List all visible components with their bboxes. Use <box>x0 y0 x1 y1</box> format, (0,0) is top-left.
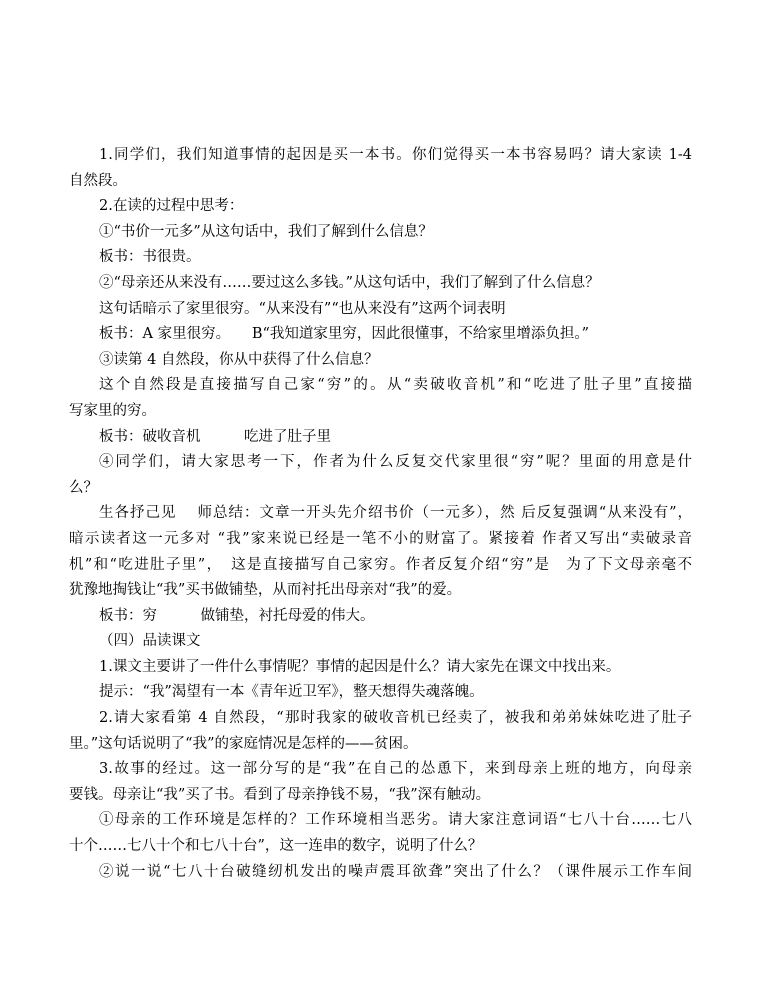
text-line: ④同学们，请大家思考一下，作者为什么反复交代家里很“穷”呢？里面的用意是什 <box>99 454 692 471</box>
text-line: 板书：破收音机 吃进了肚子里 <box>99 428 331 445</box>
text-line: ③读第 4 自然段，你从中获得了什么信息？ <box>99 351 379 368</box>
text-line: 生各抒己见 师总结：文章一开头先介绍书价（一元多），然 后反复强调“从来没有”， <box>99 505 692 522</box>
text-line: ②说一说“七八十台破缝纫机发出的噪声震耳欲聋”突出了什么？（课件展示工作车间 <box>99 863 692 880</box>
text-line: 3.故事的经过。这一部分写的是“我”在自己的怂恿下，来到母亲上班的地方，向母亲 <box>99 761 692 778</box>
text-line: 2.在读的过程中思考： <box>99 198 244 215</box>
text-line: 板书：书很贵。 <box>99 249 201 266</box>
text-line: 板书：A 家里很穷。 B“我知道家里穷，因此很懂事，不给家里增添负担。” <box>99 326 590 343</box>
text-line: 机”和“吃进肚子里”， 这是直接描写自己家穷。作者反复介绍“穷”是 为了下文母亲毫不 <box>69 556 692 573</box>
text-line: 1.课文主要讲了一件什么事情呢？事情的起因是什么？请大家先在课文中找出来。 <box>99 658 621 675</box>
text-line: ②“母亲还从来没有……要过这么多钱。”从这句话中，我们了解到了什么信息？ <box>99 274 600 291</box>
text-line: 暗示读者这一元多对 “我”家来说已经是一笔不小的财富了。紧接着 作者又写出“卖破录音 <box>69 530 692 547</box>
text-line: 1.同学们，我们知道事情的起因是买一本书。你们觉得买一本书容易吗？请大家读 1-4 <box>99 147 692 163</box>
text-line: 要钱。母亲让“我”买了书。看到了母亲挣钱不易，“我”深有触动。 <box>69 786 491 803</box>
text-line: 里。”这句话说明了“我”的家庭情况是怎样的——贫困。 <box>69 735 418 752</box>
text-line: 自然段。 <box>69 172 127 189</box>
document-body <box>69 143 692 885</box>
text-line: 2.请大家看第 4 自然段，“那时我家的破收音机已经卖了，被我和弟弟妹妹吃进了肚子 <box>99 710 692 727</box>
text-line: 犹豫地掏钱让“我”买书做铺垫，从而衬托出母亲对“我”的爱。 <box>69 582 462 599</box>
text-line: （四）品读课文 <box>99 633 201 650</box>
text-line: ①“书价一元多”从这句话中，我们了解到什么信息？ <box>99 223 433 240</box>
text-line: 十个……七八十个和七八十台”，这一连串的数字，说明了什么？ <box>69 838 483 855</box>
text-line: 这个自然段是直接描写自己家“穷”的。从“卖破收音机”和“吃进了肚子里”直接描 <box>99 377 692 394</box>
text-line: ①母亲的工作环境是怎样的？工作环境相当恶劣。请大家注意词语“七八十台……七八 <box>99 812 692 829</box>
text-line: 写家里的穷。 <box>69 402 156 419</box>
text-line: 么？ <box>69 479 98 496</box>
text-line: 提示：“我”渴望有一本《青年近卫军》，整天想得失魂落魄。 <box>99 684 484 701</box>
text-line: 板书：穷 做铺垫，衬托母爱的伟大。 <box>99 607 375 624</box>
text-line: 这句话暗示了家里很穷。“从来没有”“也从来没有”这两个词表明 <box>99 300 506 317</box>
